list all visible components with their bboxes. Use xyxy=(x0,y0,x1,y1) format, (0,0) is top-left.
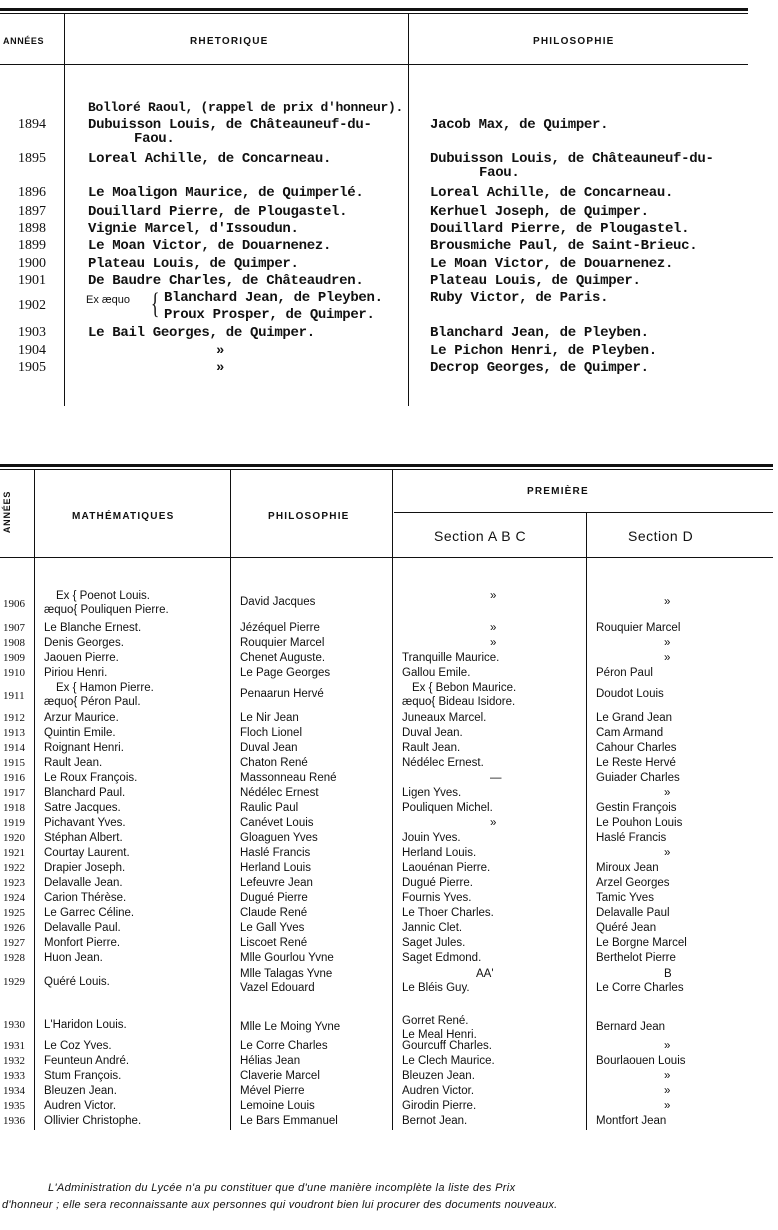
mathematiques-cell: Blanchard Paul. xyxy=(44,787,126,799)
section-d-cell: Montfort Jean xyxy=(596,1115,667,1127)
philosophie-cell: Mlle Talagas Yvne xyxy=(240,968,333,980)
ditto-mark: » xyxy=(664,1070,671,1082)
rhetorique-cell: Plateau Louis, de Quimper. xyxy=(88,256,299,272)
philosophie-cell: Douillard Pierre, de Plougastel. xyxy=(430,221,690,237)
year-cell: 1925 xyxy=(3,907,25,919)
section-abc-cell: Le Clech Maurice. xyxy=(402,1055,495,1067)
section-d-cell: Tamic Yves xyxy=(596,892,654,904)
section-d-cell: Bernard Jean xyxy=(596,1021,666,1033)
year-cell: 1894 xyxy=(18,117,46,132)
mathematiques-cell: Le Coz Yves. xyxy=(44,1040,112,1052)
year-cell: 1909 xyxy=(3,652,25,664)
header-annees: ANNÉES xyxy=(3,36,45,46)
ditto-mark: » xyxy=(490,817,497,829)
year-cell: 1895 xyxy=(18,151,46,166)
ditto-mark: » xyxy=(490,637,497,649)
philosophie-cell: Le Bars Emmanuel xyxy=(240,1115,338,1127)
mathematiques-cell: Stéphan Albert. xyxy=(44,832,123,844)
section-d-cell: Le Corre Charles xyxy=(596,982,684,994)
mathematiques-cell: Le Blanche Ernest. xyxy=(44,622,142,634)
mathematiques-cell: Carion Thérèse. xyxy=(44,892,127,904)
philosophie-cell: Chenet Auguste. xyxy=(240,652,326,664)
philosophie-cell: Le Pichon Henri, de Pleyben. xyxy=(430,343,657,359)
pre-row-rhetorique: Bolloré Raoul, (rappel de prix d'honneur). xyxy=(88,100,404,115)
philosophie-cell: Plateau Louis, de Quimper. xyxy=(430,273,641,289)
ditto-mark: » xyxy=(664,1100,671,1112)
year-cell: 1921 xyxy=(3,847,25,859)
philosophie-cell: Liscoet René xyxy=(240,937,308,949)
rhetorique-cell: De Baudre Charles, de Châteaudren. xyxy=(88,273,364,289)
mathematiques-cell: Ex { Poenot Louis. xyxy=(56,590,150,602)
mathematiques-cell: Le Roux François. xyxy=(44,772,138,784)
year-cell: 1926 xyxy=(3,922,25,934)
section-abc-cell: Pouliquen Michel. xyxy=(402,802,493,814)
mathematiques-cell: Roignant Henri. xyxy=(44,742,124,754)
section-d-cell: Le Grand Jean xyxy=(596,712,673,724)
rhetorique-cell: Proux Prosper, de Quimper. xyxy=(164,307,375,323)
year-cell: 1916 xyxy=(3,772,25,784)
mathematiques-cell: Courtay Laurent. xyxy=(44,847,130,859)
year-cell: 1911 xyxy=(3,690,25,702)
philosophie-cell: Mlle Le Moing Yvne xyxy=(240,1021,341,1033)
section-d-cell: Berthelot Pierre xyxy=(596,952,676,964)
philosophie-cell: Loreal Achille, de Concarneau. xyxy=(430,185,674,201)
philosophie-cell: Le Moan Victor, de Douarnenez. xyxy=(430,256,674,272)
rhetorique-cell: Vignie Marcel, d'Issoudun. xyxy=(88,221,299,237)
year-cell: 1934 xyxy=(3,1085,25,1097)
year-cell: 1905 xyxy=(18,360,46,375)
column-divider xyxy=(34,470,35,1130)
year-cell: 1899 xyxy=(18,238,46,253)
year-cell: 1914 xyxy=(3,742,25,754)
year-cell: 1904 xyxy=(18,343,46,358)
year-cell: 1936 xyxy=(3,1115,25,1127)
year-cell: 1918 xyxy=(3,802,25,814)
section-d-cell: Miroux Jean xyxy=(596,862,659,874)
section-d-cell: Le Borgne Marcel xyxy=(596,937,687,949)
year-cell: 1932 xyxy=(3,1055,25,1067)
year-cell: 1919 xyxy=(3,817,25,829)
mathematiques-cell: Quéré Louis. xyxy=(44,976,110,988)
section-abc-cell: Gallou Emile. xyxy=(402,667,471,679)
mathematiques-cell: L'Haridon Louis. xyxy=(44,1019,127,1031)
philosophie-cell: Decrop Georges, de Quimper. xyxy=(430,360,649,376)
mathematiques-cell: Drapier Joseph. xyxy=(44,862,126,874)
year-cell: 1908 xyxy=(3,637,25,649)
section-abc-cell: Saget Jules. xyxy=(402,937,466,949)
header-bottom-rule xyxy=(0,64,748,65)
philosophie-cell: Gloaguen Yves xyxy=(240,832,318,844)
mathematiques-cell: Stum François. xyxy=(44,1070,122,1082)
ditto-mark: » xyxy=(490,590,497,602)
section-d-cell: Bourlaouen Louis xyxy=(596,1055,686,1067)
philosophie-cell: Vazel Edouard xyxy=(240,982,315,994)
year-cell: 1913 xyxy=(3,727,25,739)
rhetorique-cell: Le Moan Victor, de Douarnenez. xyxy=(88,238,332,254)
section-d-cell: B xyxy=(664,968,672,980)
philosophie-cell: Lefeuvre Jean xyxy=(240,877,313,889)
ditto-mark: » xyxy=(216,360,225,376)
column-divider xyxy=(64,14,65,406)
year-cell: 1910 xyxy=(3,667,25,679)
section-d-cell: Cam Armand xyxy=(596,727,664,739)
year-cell: 1924 xyxy=(3,892,25,904)
section-abc-cell: æquo{ Bideau Isidore. xyxy=(402,696,516,708)
year-cell: 1930 xyxy=(3,1019,25,1031)
year-cell: 1928 xyxy=(3,952,25,964)
header-mathematiques: MATHÉMATIQUES xyxy=(72,511,175,522)
premiere-underline xyxy=(394,512,773,513)
header-rhetorique: RHETORIQUE xyxy=(190,36,269,47)
header-philosophie: PHILOSOPHIE xyxy=(533,36,615,47)
philosophie-cell: Dugué Pierre xyxy=(240,892,308,904)
header-section-d: Section D xyxy=(628,528,694,544)
rhetorique-cell: Douillard Pierre, de Plougastel. xyxy=(88,204,348,220)
mathematiques-cell: Denis Georges. xyxy=(44,637,124,649)
mathematiques-cell: Le Garrec Céline. xyxy=(44,907,135,919)
year-cell: 1915 xyxy=(3,757,25,769)
section-abc-cell: Jouin Yves. xyxy=(402,832,461,844)
philosophie-cell: Mével Pierre xyxy=(240,1085,305,1097)
section-abc-cell: Tranquille Maurice. xyxy=(402,652,500,664)
rhetorique-cell: Faou. xyxy=(134,131,175,147)
ditto-mark: » xyxy=(664,787,671,799)
philosophie-cell: Duval Jean xyxy=(240,742,298,754)
philosophie-cell: Blanchard Jean, de Pleyben. xyxy=(430,325,649,341)
mathematiques-cell: Delavalle Jean. xyxy=(44,877,123,889)
footer-line-1: L'Administration du Lycée n'a pu constituer que d'une manière incomplète la liste des Prix xyxy=(48,1182,516,1194)
mathematiques-cell: æquo{ Pouliquen Pierre. xyxy=(44,604,169,616)
section-abc-cell: Bernot Jean. xyxy=(402,1115,468,1127)
top-double-rule xyxy=(0,464,773,467)
philosophie-cell: Jacob Max, de Quimper. xyxy=(430,117,609,133)
rhetorique-cell: Blanchard Jean, de Pleyben. xyxy=(164,290,383,306)
year-cell: 1922 xyxy=(3,862,25,874)
philosophie-cell: Herland Louis xyxy=(240,862,311,874)
ditto-mark: » xyxy=(216,343,225,359)
top-double-rule-thin xyxy=(0,469,773,470)
mathematiques-cell: Monfort Pierre. xyxy=(44,937,121,949)
year-cell: 1900 xyxy=(18,256,46,271)
mathematiques-cell: Arzur Maurice. xyxy=(44,712,119,724)
philosophie-cell: Faou. xyxy=(479,165,520,181)
top-double-rule xyxy=(0,8,748,11)
philosophie-cell: Haslé Francis xyxy=(240,847,311,859)
philosophie-cell: Rouquier Marcel xyxy=(240,637,325,649)
year-cell: 1935 xyxy=(3,1100,25,1112)
section-abc-cell: Le Thoer Charles. xyxy=(402,907,494,919)
year-cell: 1903 xyxy=(18,325,46,340)
philosophie-cell: Jézéquel Pierre xyxy=(240,622,320,634)
section-abc-cell: Dugué Pierre. xyxy=(402,877,473,889)
section-abc-cell: Laouénan Pierre. xyxy=(402,862,491,874)
mathematiques-cell: Piriou Henri. xyxy=(44,667,108,679)
philosophie-cell: Massonneau René xyxy=(240,772,337,784)
section-abc-cell: Nédélec Ernest. xyxy=(402,757,484,769)
mathematiques-cell: Quintin Emile. xyxy=(44,727,116,739)
philosophie-cell: David Jacques xyxy=(240,596,316,608)
year-cell: 1929 xyxy=(3,976,25,988)
mathematiques-cell: Huon Jean. xyxy=(44,952,103,964)
philosophie-cell: Lemoine Louis xyxy=(240,1100,315,1112)
rhetorique-cell: Le Moaligon Maurice, de Quimperlé. xyxy=(88,185,364,201)
section-d-cell: Péron Paul xyxy=(596,667,653,679)
section-d-cell: Rouquier Marcel xyxy=(596,622,681,634)
section-abc-cell: Saget Edmond. xyxy=(402,952,482,964)
section-abc-cell: Bleuzen Jean. xyxy=(402,1070,475,1082)
ex-aequo-label: Ex æquo xyxy=(86,294,131,306)
brace-icon: { xyxy=(150,287,160,320)
section-d-cell: Cahour Charles xyxy=(596,742,677,754)
mathematiques-cell: Pichavant Yves. xyxy=(44,817,126,829)
philosophie-cell: Le Corre Charles xyxy=(240,1040,328,1052)
philosophie-cell: Mlle Gourlou Yvne xyxy=(240,952,334,964)
ditto-mark: » xyxy=(664,1085,671,1097)
section-abc-cell: Girodin Pierre. xyxy=(402,1100,477,1112)
ditto-mark: » xyxy=(664,596,671,608)
header-bottom-rule xyxy=(0,557,773,558)
year-cell: 1912 xyxy=(3,712,25,724)
year-cell: 1923 xyxy=(3,877,25,889)
ditto-mark: » xyxy=(664,652,671,664)
philosophie-cell: Le Page Georges xyxy=(240,667,331,679)
section-abc-cell: Audren Victor. xyxy=(402,1085,475,1097)
top-double-rule-thin xyxy=(0,13,748,14)
section-abc-cell: Juneaux Marcel. xyxy=(402,712,487,724)
ditto-mark: » xyxy=(664,637,671,649)
section-abc-cell: Gorret René. xyxy=(402,1015,469,1027)
year-cell: 1897 xyxy=(18,204,46,219)
ditto-mark: — xyxy=(490,772,502,784)
rhetorique-cell: Loreal Achille, de Concarneau. xyxy=(88,151,332,167)
ditto-mark: » xyxy=(490,622,497,634)
mathematiques-cell: Feunteun André. xyxy=(44,1055,130,1067)
year-cell: 1906 xyxy=(3,598,25,610)
philosophie-cell: Chaton René xyxy=(240,757,308,769)
section-d-cell: Arzel Georges xyxy=(596,877,670,889)
header-section-abc: Section A B C xyxy=(434,528,527,544)
section-abc-cell: Le Bléis Guy. xyxy=(402,982,470,994)
philosophie-cell: Le Gall Yves xyxy=(240,922,305,934)
ditto-mark: » xyxy=(664,847,671,859)
section-abc-cell: Le Meal Henri. xyxy=(402,1029,477,1041)
ditto-mark: » xyxy=(664,1040,671,1052)
section-abc-cell: Rault Jean. xyxy=(402,742,461,754)
section-abc-cell: Ex { Bebon Maurice. xyxy=(412,682,517,694)
mathematiques-cell: Delavalle Paul. xyxy=(44,922,121,934)
rhetorique-cell: Le Bail Georges, de Quimper. xyxy=(88,325,315,341)
philosophie-cell: Hélias Jean xyxy=(240,1055,301,1067)
year-cell: 1933 xyxy=(3,1070,25,1082)
philosophie-cell: Penaarun Hervé xyxy=(240,688,324,700)
mathematiques-cell: Jaouen Pierre. xyxy=(44,652,119,664)
header-premiere: PREMIÈRE xyxy=(527,486,589,497)
footer-line-2: d'honneur ; elle sera reconnaissante aux personnes qui voudront bien lui procurer des documents nouveaux. xyxy=(2,1199,558,1211)
philosophie-cell: Brousmiche Paul, de Saint-Brieuc. xyxy=(430,238,698,254)
year-cell: 1896 xyxy=(18,185,46,200)
mathematiques-cell: Rault Jean. xyxy=(44,757,103,769)
section-abc-cell: Gourcuff Charles. xyxy=(402,1040,492,1052)
section-d-cell: Doudot Louis xyxy=(596,688,664,700)
philosophie-cell: Dubuisson Louis, de Châteauneuf-du- xyxy=(430,151,714,167)
header-philosophie: PHILOSOPHIE xyxy=(268,511,350,522)
year-cell: 1898 xyxy=(18,221,46,236)
section-abc-cell: Herland Louis. xyxy=(402,847,477,859)
mathematiques-cell: Satre Jacques. xyxy=(44,802,121,814)
year-cell: 1901 xyxy=(18,273,46,288)
section-d-cell: Gestin François xyxy=(596,802,677,814)
column-divider xyxy=(586,513,587,1130)
mathematiques-cell: Ollivier Christophe. xyxy=(44,1115,142,1127)
philosophie-cell: Raulic Paul xyxy=(240,802,299,814)
column-divider xyxy=(230,470,231,1130)
section-d-cell: Le Pouhon Louis xyxy=(596,817,683,829)
philosophie-cell: Nédélec Ernest xyxy=(240,787,319,799)
philosophie-cell: Canévet Louis xyxy=(240,817,314,829)
philosophie-cell: Le Nir Jean xyxy=(240,712,299,724)
philosophie-cell: Kerhuel Joseph, de Quimper. xyxy=(430,204,649,220)
philosophie-cell: Ruby Victor, de Paris. xyxy=(430,290,609,306)
section-d-cell: Quéré Jean xyxy=(596,922,657,934)
mathematiques-cell: Audren Victor. xyxy=(44,1100,117,1112)
mathematiques-cell: Bleuzen Jean. xyxy=(44,1085,117,1097)
column-divider xyxy=(392,470,393,1130)
section-d-cell: Delavalle Paul xyxy=(596,907,670,919)
year-cell: 1907 xyxy=(3,622,25,634)
section-abc-cell: Ligen Yves. xyxy=(402,787,462,799)
philosophie-cell: Floch Lionel xyxy=(240,727,303,739)
section-abc-cell: AA' xyxy=(476,968,494,980)
section-abc-cell: Jannic Clet. xyxy=(402,922,463,934)
year-cell: 1927 xyxy=(3,937,25,949)
section-abc-cell: Duval Jean. xyxy=(402,727,463,739)
year-cell: 1917 xyxy=(3,787,25,799)
year-cell: 1902 xyxy=(18,298,46,313)
philosophie-cell: Claverie Marcel xyxy=(240,1070,320,1082)
rhetorique-cell: Dubuisson Louis, de Châteauneuf-du- xyxy=(88,117,372,133)
year-cell: 1920 xyxy=(3,832,25,844)
section-abc-cell: Fournis Yves. xyxy=(402,892,472,904)
section-d-cell: Haslé Francis xyxy=(596,832,667,844)
philosophie-cell: Claude René xyxy=(240,907,308,919)
year-cell: 1931 xyxy=(3,1040,25,1052)
mathematiques-cell: Ex { Hamon Pierre. xyxy=(56,682,154,694)
section-d-cell: Le Reste Hervé xyxy=(596,757,676,769)
mathematiques-cell: æquo{ Péron Paul. xyxy=(44,696,141,708)
header-annees-vertical: ANNÉES xyxy=(2,490,13,534)
section-d-cell: Guiader Charles xyxy=(596,772,680,784)
column-divider xyxy=(408,14,409,406)
